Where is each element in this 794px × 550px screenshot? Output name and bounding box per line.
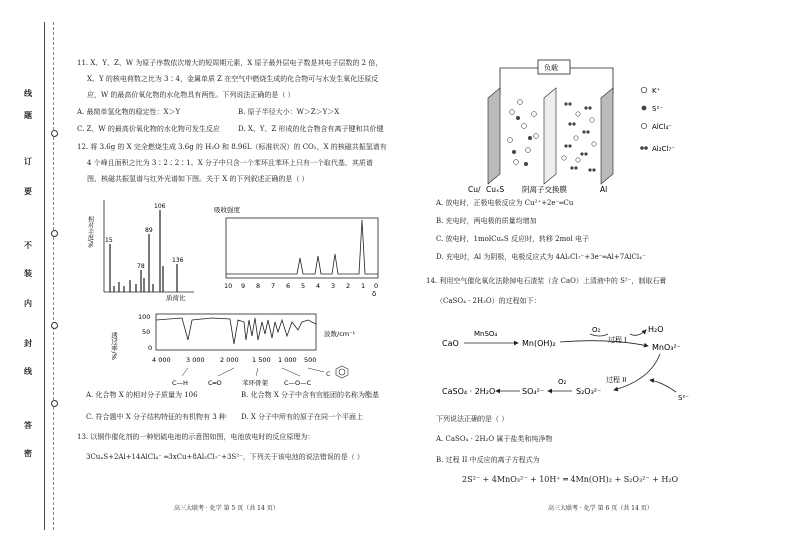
scheme-mno3: MnO₃²⁻ xyxy=(652,343,681,352)
ir-ytick: 0 xyxy=(148,344,153,352)
scheme-so4: SO₄²⁻ xyxy=(522,387,545,396)
q11-option-c[interactable]: C. Z、W 的最高价氧化物的水化物可发生反应 xyxy=(77,125,220,133)
binding-circle xyxy=(51,130,58,137)
nmr-tick: 0 xyxy=(374,282,379,290)
q12-line-2: 4 个峰且面积之比为 3∶2∶2∶1。X 分子中只含一个苯环且苯环上只有一个取代基，其质谱 xyxy=(87,159,373,167)
q13-option-a[interactable]: A. 放电时，正极电极反应为 Cu²⁺+2e⁻═Cu xyxy=(436,199,574,207)
ms-peak-label: 89 xyxy=(145,227,153,234)
ms-ylabel: 相对丰度/% xyxy=(86,216,94,248)
ir-spectrum xyxy=(112,310,372,390)
nmr-ticks xyxy=(224,282,378,290)
reaction-scheme xyxy=(440,320,740,410)
side-char: 订 xyxy=(24,156,32,166)
q13-option-b[interactable]: B. 充电时，两电极的质量均增加 xyxy=(436,217,537,225)
nmr-tick: 9 xyxy=(241,282,246,290)
side-char: 答 xyxy=(24,420,32,430)
legend-s2: S²⁻ xyxy=(652,105,663,113)
ir-bond: C—O—C xyxy=(284,379,312,387)
scheme-o2-bottom: O₂ xyxy=(558,378,567,386)
q14-equation: 2S²⁻ + 4MnO₃²⁻ + 10H⁺ ═ 4Mn(OH)₂ + S₂O₃²⁻ + H₂O xyxy=(462,475,679,484)
q11-option-a[interactable]: A. 最简单氢化物的稳定性：X＞Y xyxy=(77,108,181,116)
nmr-tick: 3 xyxy=(331,282,336,290)
ir-bond: 苯环骨架 xyxy=(242,379,268,387)
ms-xlabel: 质荷比 xyxy=(166,294,186,302)
nmr-ylabel: 吸收强度 xyxy=(214,206,240,214)
q12-line-1: 12. 将 3.6g 的 X 完全燃烧生成 3.6g 的 H₂O 和 8.96L（标准状况）的 CO₂，X 的核磁共振氢谱有 xyxy=(77,143,387,151)
legend-alcl4: AlCl₄⁻ xyxy=(652,123,673,131)
side-char: 封 xyxy=(24,338,32,348)
ms-peak-label: 78 xyxy=(137,263,145,270)
q14-question: 下列说法正确的是（ ） xyxy=(436,415,509,423)
side-char: 要 xyxy=(24,186,32,196)
side-char: 密 xyxy=(24,448,32,458)
ir-ylabel: 透过率/% xyxy=(110,332,118,360)
ir-xtick: 2 000 xyxy=(220,356,239,364)
cu-electrode xyxy=(488,88,500,184)
q13-line-2: 3CuₓS+2Al+14AlCl₄⁻ ═3xCu+8Al₂Cl₇⁻+3S²⁻，下列关于该电池的说法错误的是（ ） xyxy=(86,453,364,461)
q11-line-2: X、Y 的核电荷数之比为 3∶4，金属单质 Z 在空气中燃烧生成的化合物可与水发生氧化还原反 xyxy=(87,75,379,83)
nmr-tick: 7 xyxy=(271,282,276,290)
ir-xtick: 1 000 xyxy=(278,356,297,364)
nmr-tick: 5 xyxy=(301,282,306,290)
binding-dash xyxy=(53,22,54,530)
cu-prefix-label: Cu/ xyxy=(468,185,481,194)
nmr-tick: 1 xyxy=(361,282,366,290)
membrane-label: 阴离子交换膜 xyxy=(522,185,567,194)
scheme-process-2: 过程 II xyxy=(606,376,627,384)
binding-circle xyxy=(51,322,58,329)
q13-line-1: 13. 以铜作催化剂的一种铝硫电池的示意图如图，电池放电时的反应原理为： xyxy=(77,433,315,441)
scheme-h2o: H₂O xyxy=(648,325,664,334)
nmr-spectrum xyxy=(212,198,382,298)
load-label: 负载 xyxy=(544,64,558,72)
q13-option-d[interactable]: D. 充电时，Al 为阴极，电极反应式为 4Al₂Cl₇⁻+3e⁻═Al+7AlCl₄⁻ xyxy=(436,253,646,261)
al-electrode xyxy=(601,88,613,184)
benzene-icon xyxy=(336,366,348,378)
q12-line-3: 图、核磁共振氢谱与红外光谱如下图。关于 X 的下列叙述正确的是（ ） xyxy=(87,175,309,183)
q14-option-a[interactable]: A. CaSO₄ · 2H₂O 属于盐类和纯净物 xyxy=(436,435,553,443)
q12-option-a[interactable]: A. 化合物 X 的相对分子质量为 106 xyxy=(86,391,198,399)
q11-line-1: 11. X、Y、Z、W 为原子序数依次增大的短周期元素，X 原子最外层电子数是其电子层数的 2 倍， xyxy=(77,59,383,67)
legend-k: K⁺ xyxy=(652,87,661,95)
al-label: Al xyxy=(600,185,608,194)
q14-line-2: （CaSO₄ · 2H₂O）的过程如下： xyxy=(436,297,541,305)
q12-option-d[interactable]: D. X 分子中所有的原子在同一个平面上 xyxy=(241,413,364,421)
left-footer: 高三大联考 · 化学 第 5 页（共 14 页） xyxy=(174,505,279,512)
q13-option-c[interactable]: C. 放电时，1molCuₓS 反应时，转移 2mol 电子 xyxy=(436,235,589,243)
scheme-o2-top: O₂ xyxy=(592,326,601,334)
ir-xtick: 1 500 xyxy=(252,356,271,364)
nmr-tick: 6 xyxy=(286,282,291,290)
right-footer: 高三大联考 · 化学 第 6 页（共 14 页） xyxy=(548,505,653,512)
ir-ytick: 100 xyxy=(138,313,151,321)
binding-line xyxy=(44,22,45,530)
ir-xtick: 4 000 xyxy=(152,356,171,364)
side-char: 装 xyxy=(24,268,32,278)
binding-circle xyxy=(51,230,58,237)
ms-peak-label: 15 xyxy=(105,237,113,244)
ir-xunit: 波数/cm⁻¹ xyxy=(324,330,356,338)
scheme-mnso4: MnSO₄ xyxy=(474,330,498,338)
nmr-xlabel: δ xyxy=(372,290,377,298)
scheme-cao: CaO xyxy=(442,339,459,348)
cu-label: CuₓS xyxy=(486,185,505,194)
scheme-gypsum: CaSO₄ · 2H₂O xyxy=(442,387,496,396)
ir-bond: C—H xyxy=(172,379,188,387)
nmr-tick: 4 xyxy=(316,282,321,290)
ir-xtick: 3 000 xyxy=(186,356,205,364)
battery-diagram xyxy=(466,54,716,194)
legend-al2cl7: Al₂Cl₇⁻ xyxy=(652,145,675,153)
ms-peak-label: 136 xyxy=(172,257,184,264)
side-char: 不 xyxy=(24,240,32,250)
q12-option-b[interactable]: B. 化合物 X 分子中含有官能团的名称为酯基 xyxy=(241,391,380,399)
scheme-mnoh2: Mn(OH)₂ xyxy=(522,339,556,348)
q11-option-d[interactable]: D. X、Y、Z 形成的化合物含有离子键和共价键 xyxy=(238,125,384,133)
nmr-tick: 10 xyxy=(224,282,233,290)
scheme-process-1: 过程 I xyxy=(608,336,627,344)
binding-circle xyxy=(51,400,58,407)
mass-spectrum xyxy=(86,196,198,302)
q11-line-3: 应，W 的最高价氧化物的水化物具有两性。下列说法正确的是（ ） xyxy=(87,91,295,99)
q12-option-c[interactable]: C. 符合题中 X 分子结构特征的有机物有 3 种 xyxy=(86,413,226,421)
ir-bond: C═O xyxy=(208,379,222,387)
nmr-tick: 2 xyxy=(346,282,351,290)
membrane xyxy=(544,88,556,184)
ms-peak-label: 106 xyxy=(154,203,166,210)
ir-ytick: 50 xyxy=(142,328,151,336)
q11-option-b[interactable]: B. 原子半径大小：W＞Z＞Y＞X xyxy=(238,108,340,116)
ir-xtick: 500 xyxy=(304,356,317,364)
q14-line-1: 14. 利用空气催化氧化法除掉电石渣浆（含 CaO）上清液中的 S²⁻，制取石膏 xyxy=(426,277,667,285)
side-char: 题 xyxy=(24,110,32,120)
scheme-s2o3: S₂O₃²⁻ xyxy=(576,387,602,396)
q14-option-b[interactable]: B. 过程 II 中反应的离子方程式为 xyxy=(436,456,540,464)
nmr-tick: 8 xyxy=(256,282,261,290)
side-char: 内 xyxy=(24,298,32,308)
side-char: 线 xyxy=(24,366,32,376)
svg-text:C: C xyxy=(326,370,331,378)
side-char: 线 xyxy=(24,88,32,98)
scheme-s2: S²⁻ xyxy=(678,394,689,402)
